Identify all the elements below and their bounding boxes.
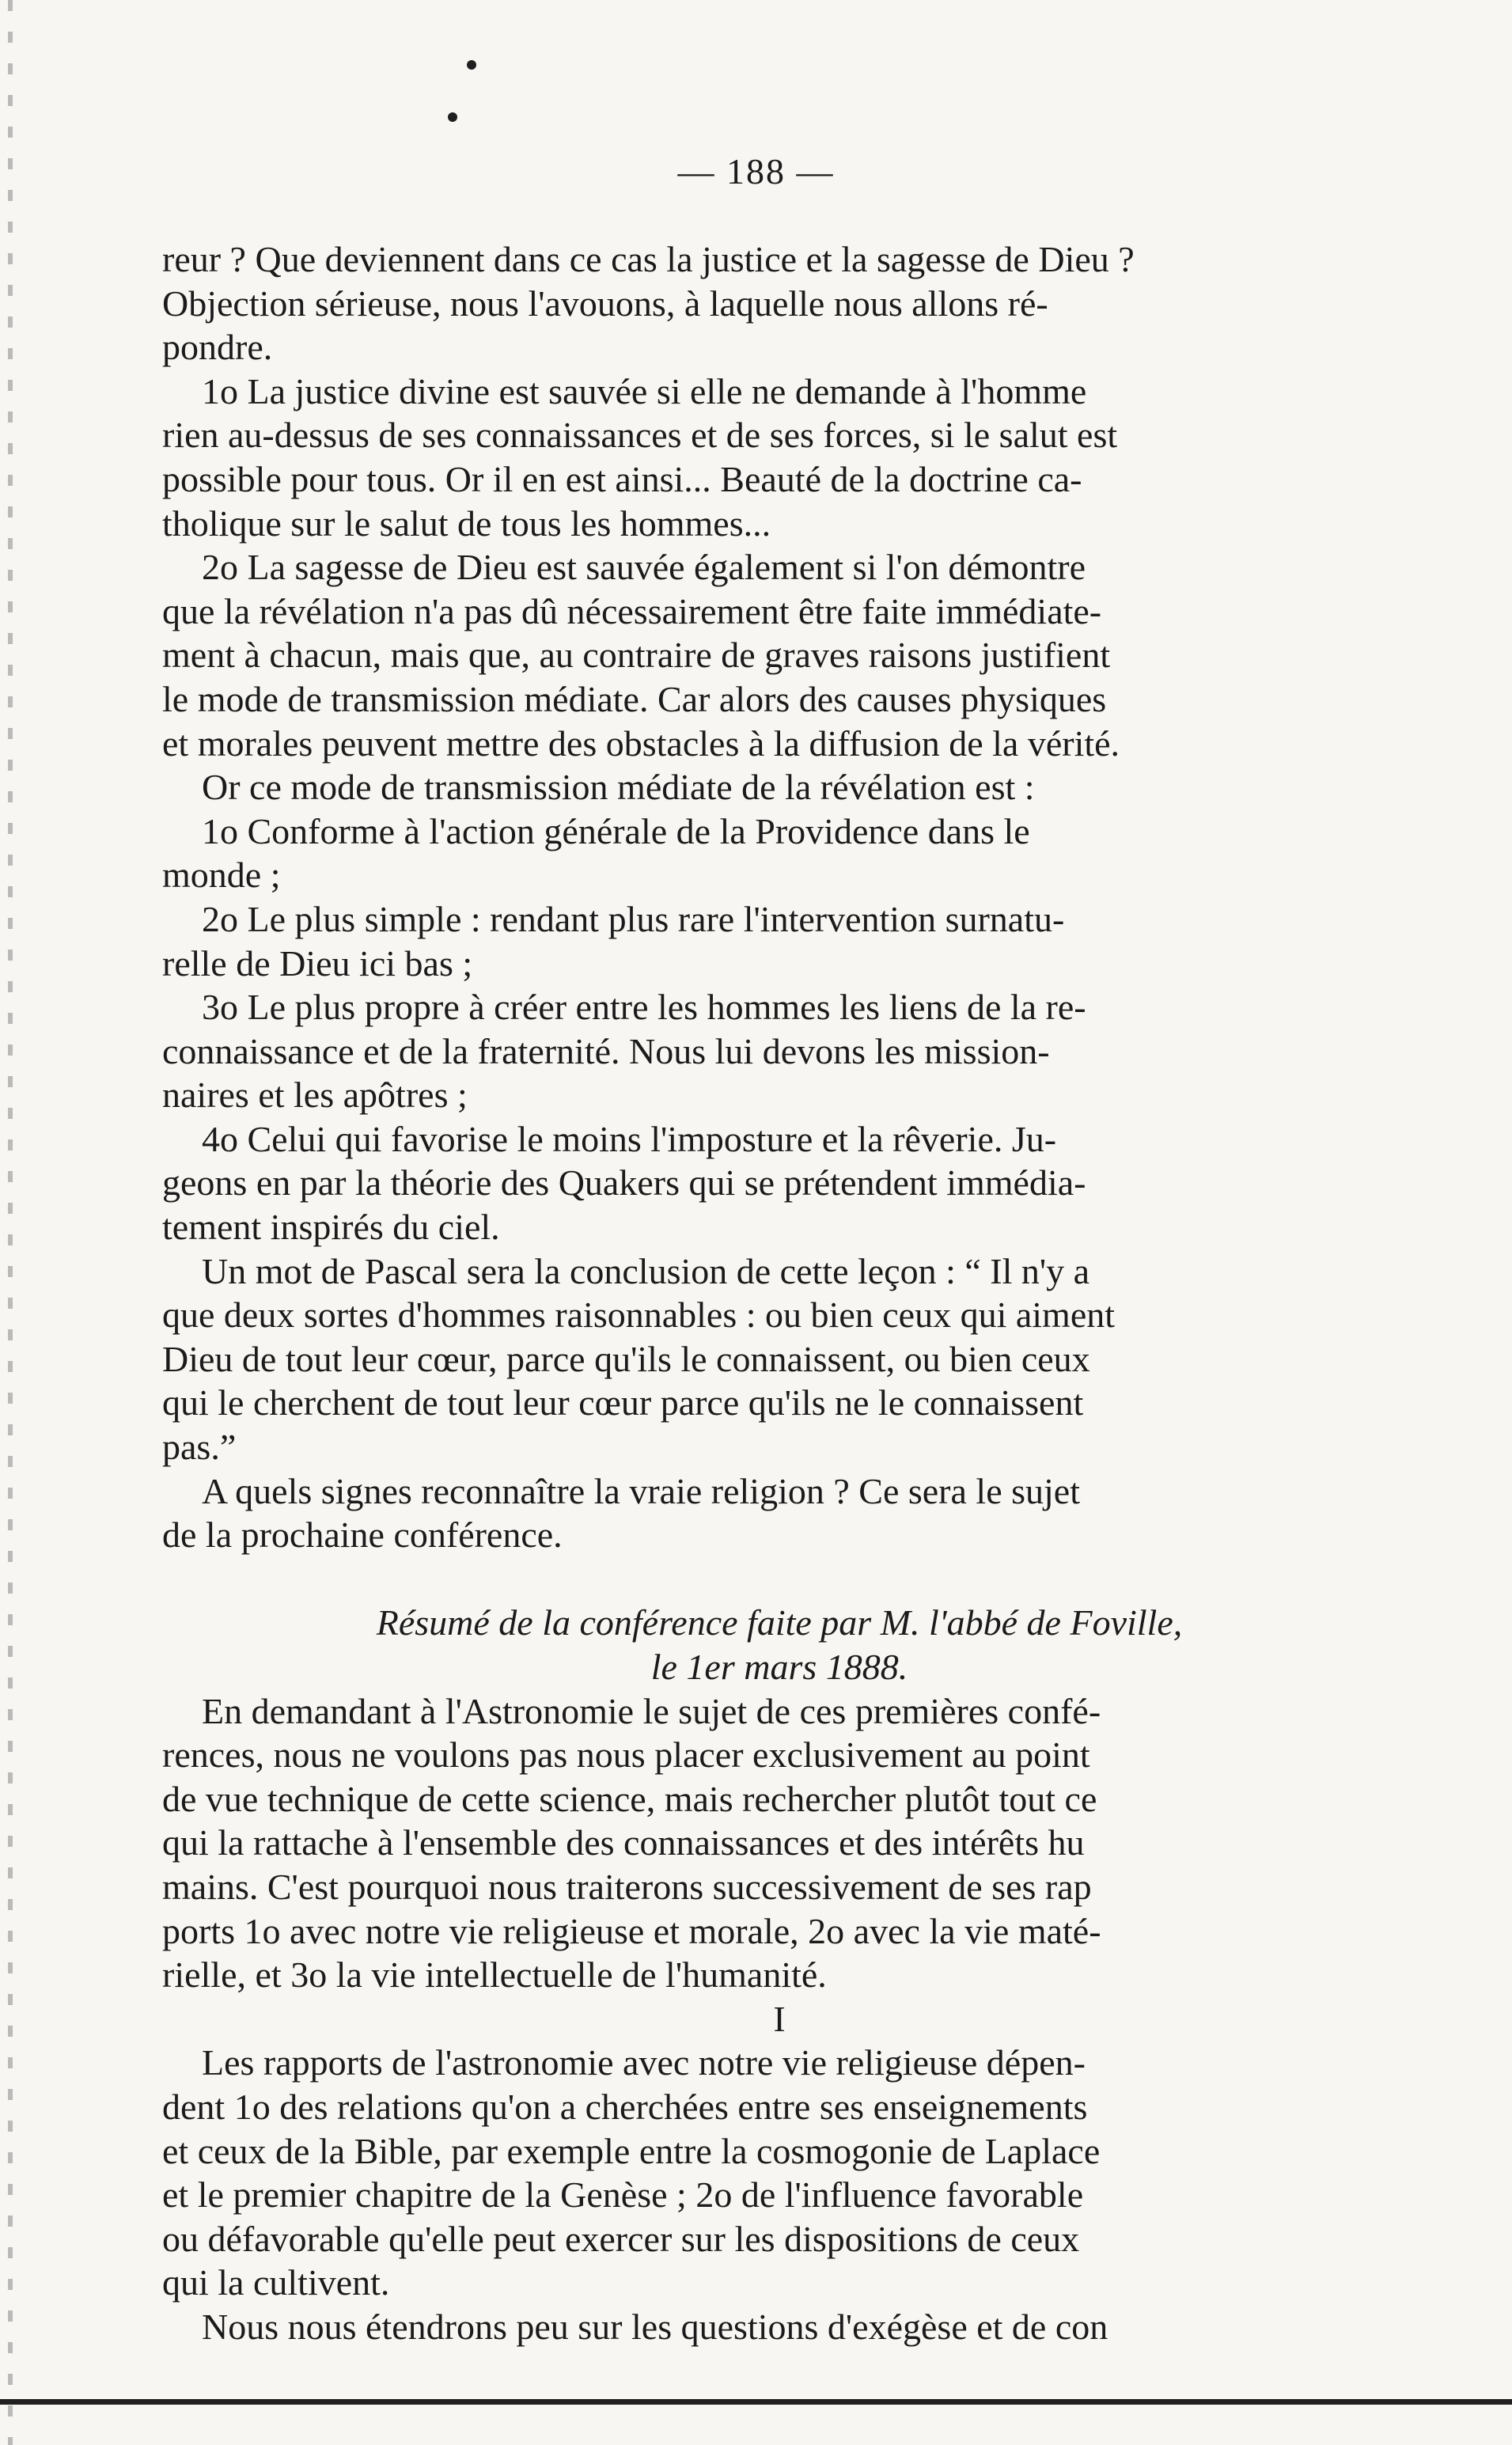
ink-dot — [448, 112, 457, 122]
ink-dot — [467, 60, 476, 70]
section-heading-title: Résumé de la conférence faite par M. l'abbé de Foville, — [376, 1602, 1183, 1643]
text-line: geons en par la théorie des Quakers qui se prétendent immédia- — [162, 1162, 1086, 1204]
text-line: de vue technique de cette science, mais rechercher plutôt tout ce — [162, 1778, 1097, 1819]
text-line: tholique sur le salut de tous les hommes... — [162, 502, 771, 544]
text-line: qui le cherchent de tout leur cœur parce qu'ils ne le connaissent — [162, 1382, 1084, 1423]
text-line: En demandant à l'Astronomie le sujet de ces premières confé- — [202, 1690, 1101, 1731]
text-line: mains. C'est pourquoi nous traiterons successivement de ses rap — [162, 1866, 1092, 1907]
text-line: qui la cultivent. — [162, 2262, 390, 2303]
page-body — [162, 237, 1396, 2349]
text-line: qui la rattache à l'ensemble des connaissances et des intérêts hu — [162, 1822, 1085, 1863]
spacer — [162, 1557, 1396, 1602]
text-line: relle de Dieu ici bas ; — [162, 942, 473, 984]
text-line: dent 1o des relations qu'on a cherchées entre ses enseignements — [162, 2086, 1088, 2127]
text-line: Or ce mode de transmission médiate de la révélation est : — [202, 767, 1035, 808]
text-line: que deux sortes d'hommes raisonnables : ou bien ceux qui aiment — [162, 1295, 1116, 1336]
text-line: que la révélation n'a pas dû nécessairement être faite immédiate- — [162, 590, 1102, 631]
text-line: ment à chacun, mais que, au contraire de graves raisons justifient — [162, 635, 1111, 676]
text-line: ou défavorable qu'elle peut exercer sur les dispositions de ceux — [162, 2218, 1080, 2259]
text-line: monde ; — [162, 855, 281, 896]
text-line: le mode de transmission médiate. Car alors des causes physiques — [162, 678, 1107, 719]
text-line: et le premier chapitre de la Genèse ; 2o de l'influence favorable — [162, 2174, 1084, 2216]
text-line: pondre. — [162, 327, 273, 368]
text-line: tement inspirés du ciel. — [162, 1207, 500, 1248]
text-line: Un mot de Pascal sera la conclusion de cette leçon : “ Il n'y a — [202, 1250, 1090, 1291]
text-line: Nous nous étendrons peu sur les questions d'exégèse et de con — [202, 2306, 1108, 2347]
text-line: 2o Le plus simple : rendant plus rare l'intervention surnatu- — [202, 898, 1065, 939]
text-line: reur ? Que deviennent dans ce cas la justice et la sagesse de Dieu ? — [162, 239, 1135, 279]
text-line: pas.” — [162, 1427, 237, 1468]
text-line: rielle, et 3o la vie intellectuelle de l'humanité. — [162, 1954, 827, 1996]
text-line: et morales peuvent mettre des obstacles à la diffusion de la vérité. — [162, 722, 1120, 764]
text-line: A quels signes reconnaître la vraie religion ? Ce sera le sujet — [202, 1470, 1080, 1511]
text-line: possible pour tous. Or il en est ainsi... Beauté de la doctrine ca- — [162, 458, 1082, 499]
text-line: naires et les apôtres ; — [162, 1075, 468, 1116]
section-heading-date: le 1er mars 1888. — [650, 1647, 908, 1687]
text-line: 1o Conforme à l'action générale de la Providence dans le — [202, 810, 1030, 851]
text-line: rien au-dessus de ses connaissances et de ses forces, si le salut est — [162, 415, 1118, 456]
text-line: rences, nous ne voulons pas nous placer exclusivement au point — [162, 1734, 1090, 1776]
text-line: et ceux de la Bible, par exemple entre la cosmogonie de Laplace — [162, 2130, 1101, 2171]
text-line: Objection sérieuse, nous l'avouons, à laquelle nous allons ré- — [162, 282, 1048, 324]
text-line: Les rapports de l'astronomie avec notre vie religieuse dépen- — [202, 2042, 1086, 2083]
text-line: de la prochaine conférence. — [162, 1514, 563, 1556]
text-line: 3o Le plus propre à créer entre les hommes les liens de la re- — [202, 987, 1086, 1028]
page-number: — 188 — — [677, 151, 835, 191]
bottom-border-rule — [0, 2399, 1512, 2405]
section-numeral: I — [773, 1998, 786, 2039]
text-line: connaissance et de la fraternité. Nous lui devons les mission- — [162, 1030, 1050, 1071]
text-line: 1o La justice divine est sauvée si elle ne demande à l'homme — [202, 370, 1087, 411]
text-line: 2o La sagesse de Dieu est sauvée également si l'on démontre — [202, 547, 1086, 588]
left-edge-scan-marks — [8, 0, 13, 2445]
text-line: 4o Celui qui favorise le moins l'imposture et la rêverie. Ju- — [202, 1118, 1057, 1159]
text-line: Dieu de tout leur cœur, parce qu'ils le connaissent, ou bien ceux — [162, 1338, 1090, 1379]
text-line: ports 1o avec notre vie religieuse et morale, 2o avec la vie maté- — [162, 1910, 1101, 1951]
